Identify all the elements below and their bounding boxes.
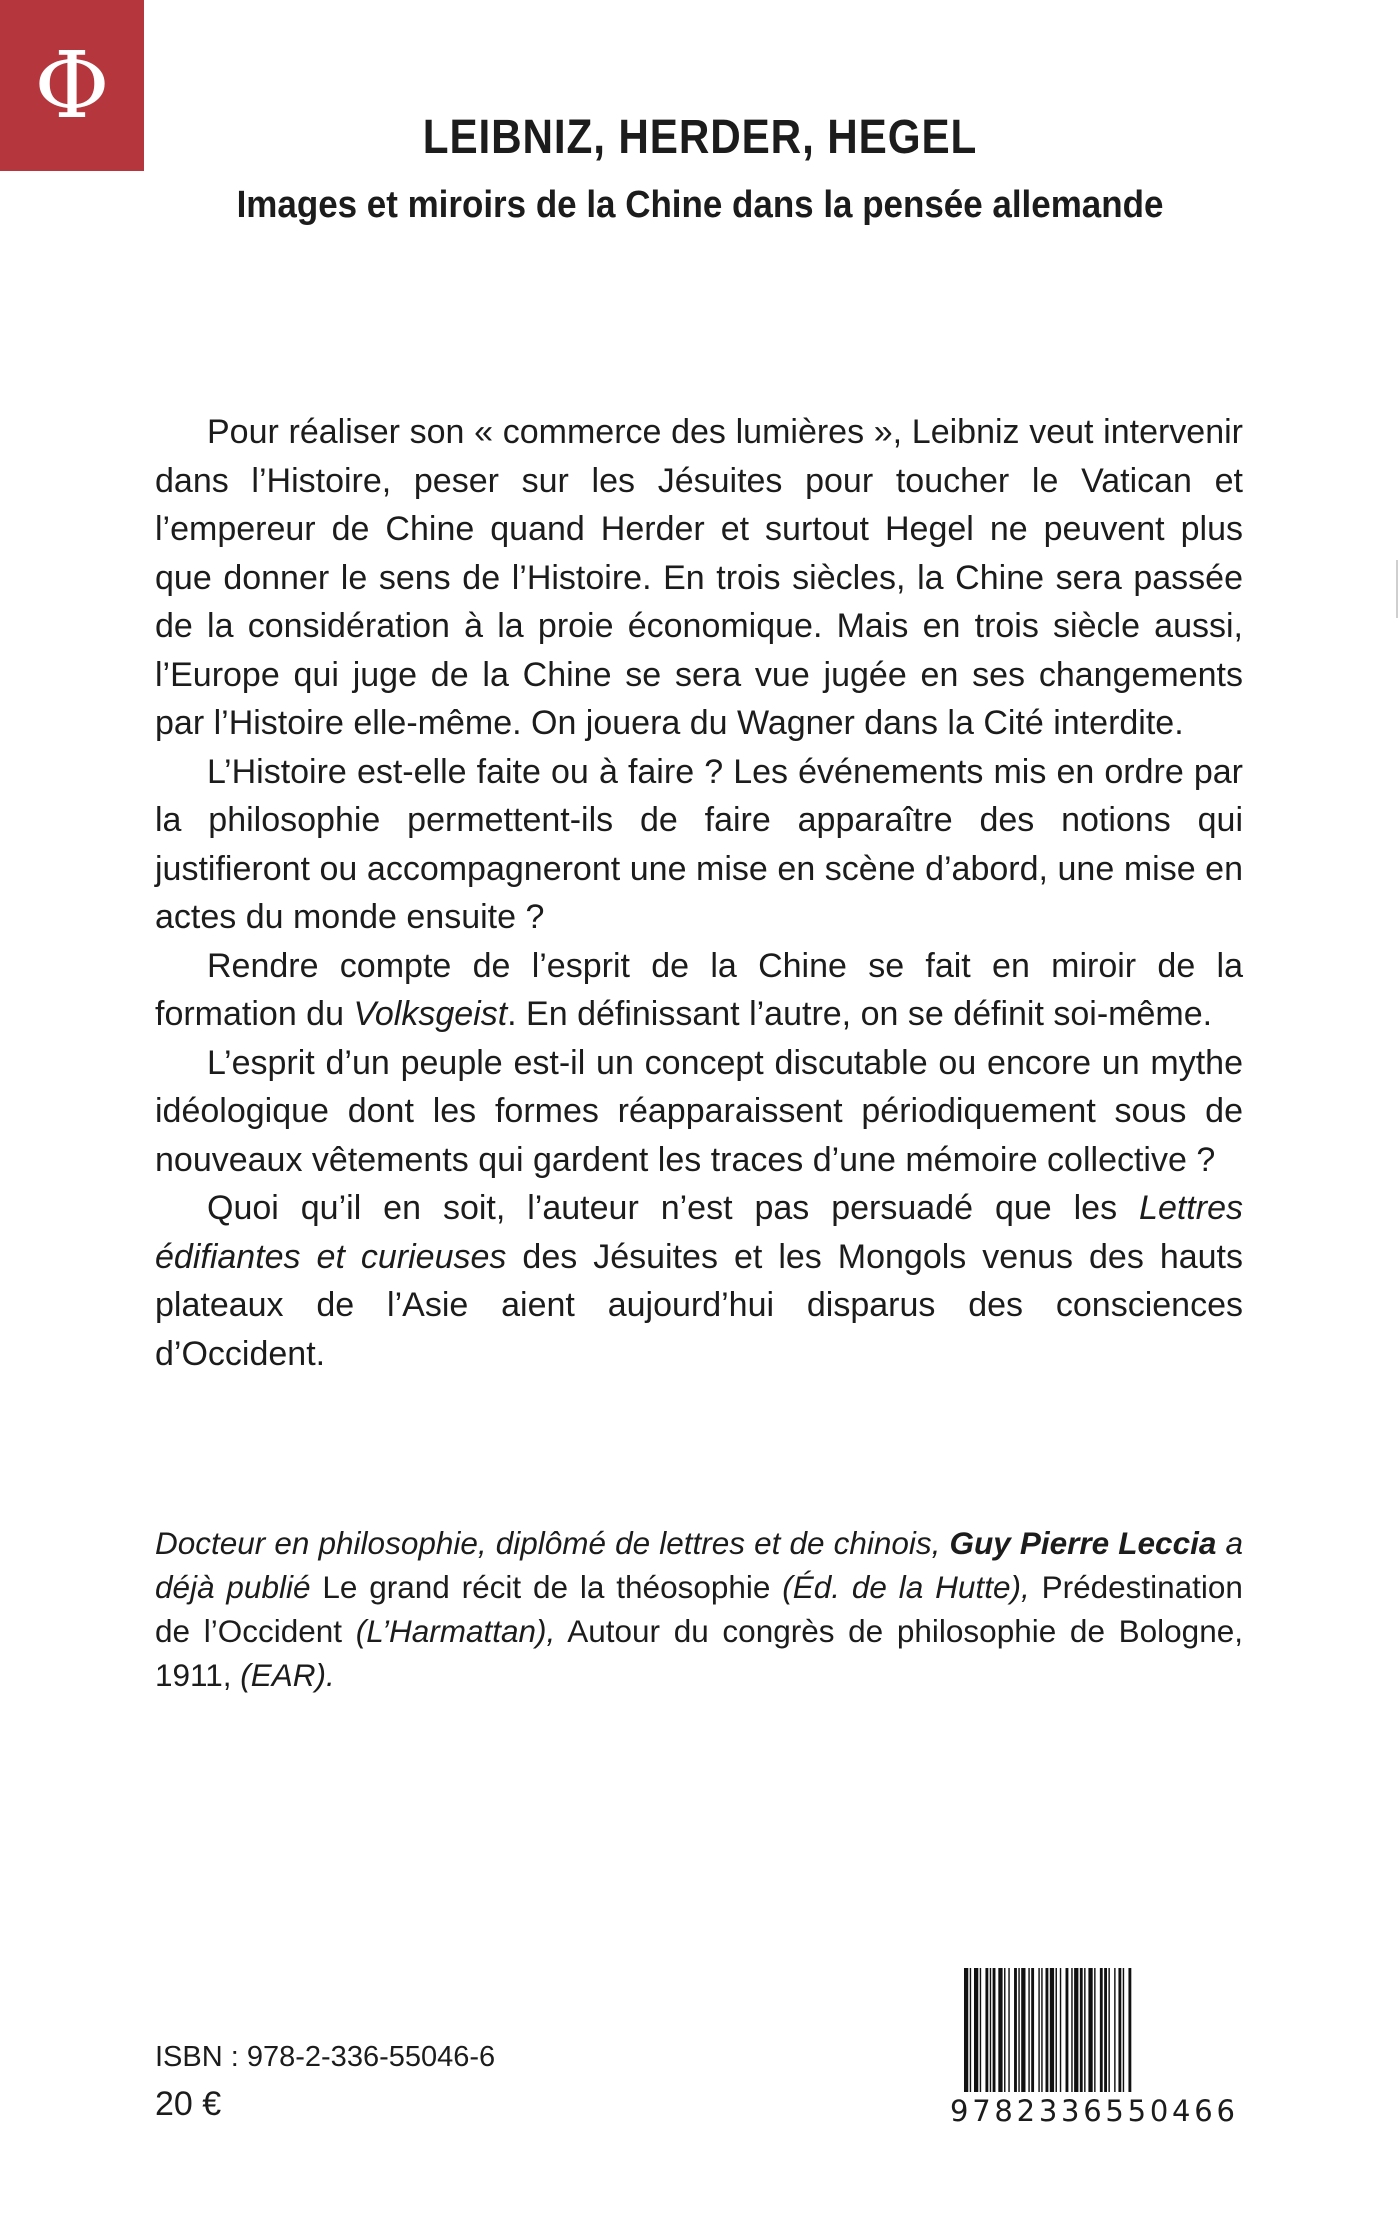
back-cover-blurb [155, 408, 1243, 1378]
blurb-paragraph-2: L’Histoire est-elle faite ou à faire ? Les événements mis en ordre par la philosophie permettent-ils de faire apparaître des notions qui justifieront ou accompagneront une mise en scène d’abord, une mise en actes du monde ensuite ? [155, 752, 1243, 936]
book-title-2: Prédestination de l’Occident [155, 1569, 1243, 1649]
book-title: LEIBNIZ, HERDER, HEGEL [422, 111, 978, 164]
barcode-digit: 6 [1083, 2094, 1102, 2128]
price-text: 20 € [155, 2085, 222, 2123]
publisher-1: (Éd. de la Hutte), [782, 1569, 1030, 1605]
author-verb: a déjà publié [155, 1525, 1243, 1605]
book-title-1: Le grand récit de la théosophie [322, 1569, 771, 1605]
edge-mark [1396, 560, 1398, 618]
phi-logo-icon: Φ [34, 31, 110, 139]
barcode-digit: 0 [1149, 2094, 1169, 2128]
blurb-text: Quoi qu’il en soit, l’auteur n’est pas persuadé que les [207, 1189, 1140, 1227]
barcode-digit: 5 [1105, 2094, 1124, 2128]
blurb-paragraph-5 [155, 1184, 1243, 1378]
isbn-text: ISBN : 978-2-336-55046-6 [155, 2041, 496, 2073]
blurb-text: des Jésuites et les Mongols venus des hauts plateaux de l’Asie aient aujourd’hui disparus des consciences d’Occident. [155, 1237, 1244, 1373]
barcode-digit: 5 [1127, 2094, 1147, 2128]
blurb-paragraph-4: L’esprit d’un peuple est-il un concept discutable ou encore un mythe idéologique dont les formes réapparaissent périodiquement sous de nouveaux vêtements qui gardent les traces d’une mémoire collective ? [155, 1043, 1243, 1179]
barcode-digit: 6 [1194, 2094, 1213, 2128]
author-bio [155, 1521, 1243, 1697]
blurb-italic-term: Volksgeist [353, 995, 508, 1033]
book-subtitle: Images et miroirs de la Chine dans la pensée allemande [236, 184, 1164, 226]
barcode-digit: 6 [1216, 2094, 1235, 2128]
blurb-paragraph-1: Pour réaliser son « commerce des lumières », Leibniz veut intervenir dans l’Histoire, peser sur les Jésuites pour toucher le Vatican et l’empereur de Chine quand Herder et surtout Hegel ne peuvent plus que donner le sens de l’Histoire. En trois siècles, la Chine sera passée de la considération à la proie économique. Mais en trois siècle aussi, l’Europe qui juge de la Chine se sera vue jugée en ses changements par l’Histoire elle-même. On jouera du Wagner dans la Cité interdite. [155, 413, 1243, 742]
barcode-digit: 4 [1172, 2094, 1191, 2128]
blurb-text: . En définissant l’autre, on se définit soi-même. [507, 995, 1213, 1033]
book-title-3: Autour du congrès de philosophie de Bologne, 1911, [155, 1613, 1243, 1693]
author-intro: Docteur en philosophie, diplômé de lettres et de chinois, [155, 1525, 941, 1561]
barcode-digit: 3 [1061, 2094, 1080, 2128]
blurb-text: Rendre compte de l’esprit de la Chine se fait en miroir de la formation du [155, 946, 1243, 1033]
barcode-digit: 7 [972, 2094, 991, 2128]
barcode-digit: 8 [994, 2094, 1013, 2128]
barcode-digit: 9 [950, 2094, 969, 2128]
blurb-italic-title: Lettres édifiantes et curieuses [155, 1189, 1243, 1276]
publisher-3: (EAR). [240, 1657, 335, 1693]
barcode-digit: 3 [1038, 2094, 1058, 2128]
blurb-paragraph-3 [155, 942, 1243, 1039]
barcode-digit: 2 [1016, 2094, 1036, 2128]
barcode-digits [950, 2092, 1235, 2128]
publisher-2: (L’Harmattan), [355, 1613, 556, 1649]
author-name: Guy Pierre Leccia [949, 1525, 1217, 1561]
